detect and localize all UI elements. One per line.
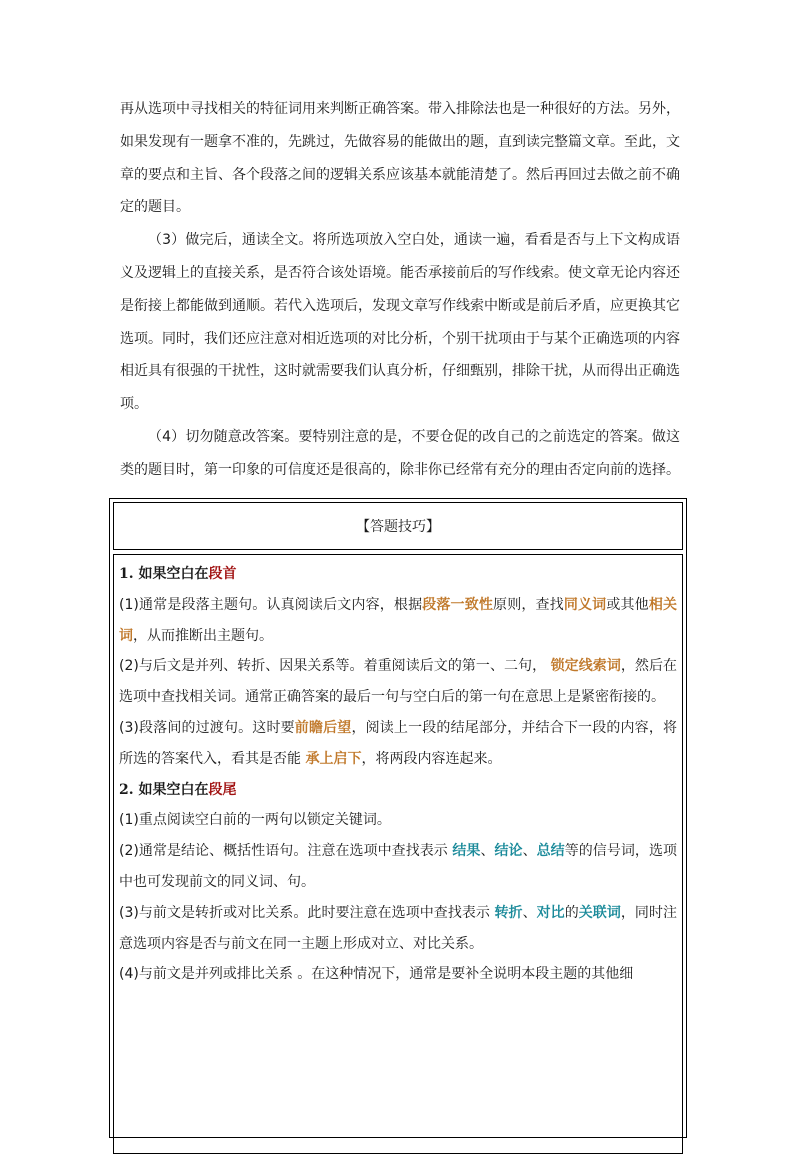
section-1-item-3: (3)段落间的过渡句。这时要前瞻后望，阅读上一段的结尾部分，并结合下一段的内容，将所选的答案代入，看其是否能 承上启下，将两段内容连起来。 <box>119 719 678 767</box>
tips-content <box>119 559 677 990</box>
intro-paragraph-1: 再从选项中寻找相关的特征词用来判断正确答案。带入排除法也是一种很好的方法。另外，如果发现有一题拿不准的，先跳过，先做容易的能做出的题，直到读完整篇文章。至此，文章的要点和主旨、各个段落之间的逻辑关系应该基本就能清楚了。然后再回过去做之前不确定的题目。 <box>120 101 680 216</box>
section-2-item-2: (2)通常是结论、概括性语句。注意在选项中查找表示 结果、结论、总结等的信号词，选项中也可发现前文的同义词、句。 <box>119 843 678 890</box>
tips-box-header <box>113 502 683 550</box>
section-1-item-2: (2)与后文是并列、转折、因果关系等。着重阅读后文的第一、二句， 锁定线索词，然后在选项中查找相关词。通常正确答案的最后一句与空白后的第一句在意思上是紧密衔接的。 <box>119 658 677 706</box>
section-2-item-4: (4)与前文是并列或排比关系 。在这种情况下，通常是要补全说明本段主题的其他细 <box>119 966 634 983</box>
section-1-heading: 1. 如果空白在段首 <box>119 566 237 582</box>
section-1-item-1: (1)通常是段落主题句。认真阅读后文内容，根据段落一致性原则，查找同义词或其他相关词，从而推断出主题句。 <box>119 596 678 644</box>
intro-paragraph-3: （4）切勿随意改答案。要特别注意的是，不要仓促的改自己的之前选定的答案。做这类的题目时，第一印象的可信度还是很高的，除非你已经常有充分的理由否定向前的选择。 <box>120 428 680 478</box>
intro-paragraph-2: （3）做完后，通读全文。将所选项放入空白处，通读一遍，看看是否与上下文构成语义及逻辑上的直接关系，是否符合该处语境。能否承接前后的写作线索。使文章无论内容还是衔接上都能做到通顺。若代入选项后，发现文章写作线索中断或是前后矛盾，应更换其它选项。同时，我们还应注意对相近选项的对比分析，个别干扰项由于与某个正确选项的内容相近具有很强的干扰性，这时就需要我们认真分析，仔细甄别，排除干扰，从而得出正确选项。 <box>120 232 680 413</box>
section-2-item-3: (3)与前文是转折或对比关系。此时要注意在选项中查找表示 转折、对比的关联词，同时注意选项内容是否与前文在同一主题上形成对立、对比关系。 <box>119 904 678 952</box>
section-2-heading: 2. 如果空白在段尾 <box>119 781 237 798</box>
tips-box-title: 【答题技巧】 <box>356 519 440 535</box>
section-2-item-1: (1)重点阅读空白前的一两句以锁定关键词。 <box>119 812 391 829</box>
intro-text <box>120 93 680 487</box>
